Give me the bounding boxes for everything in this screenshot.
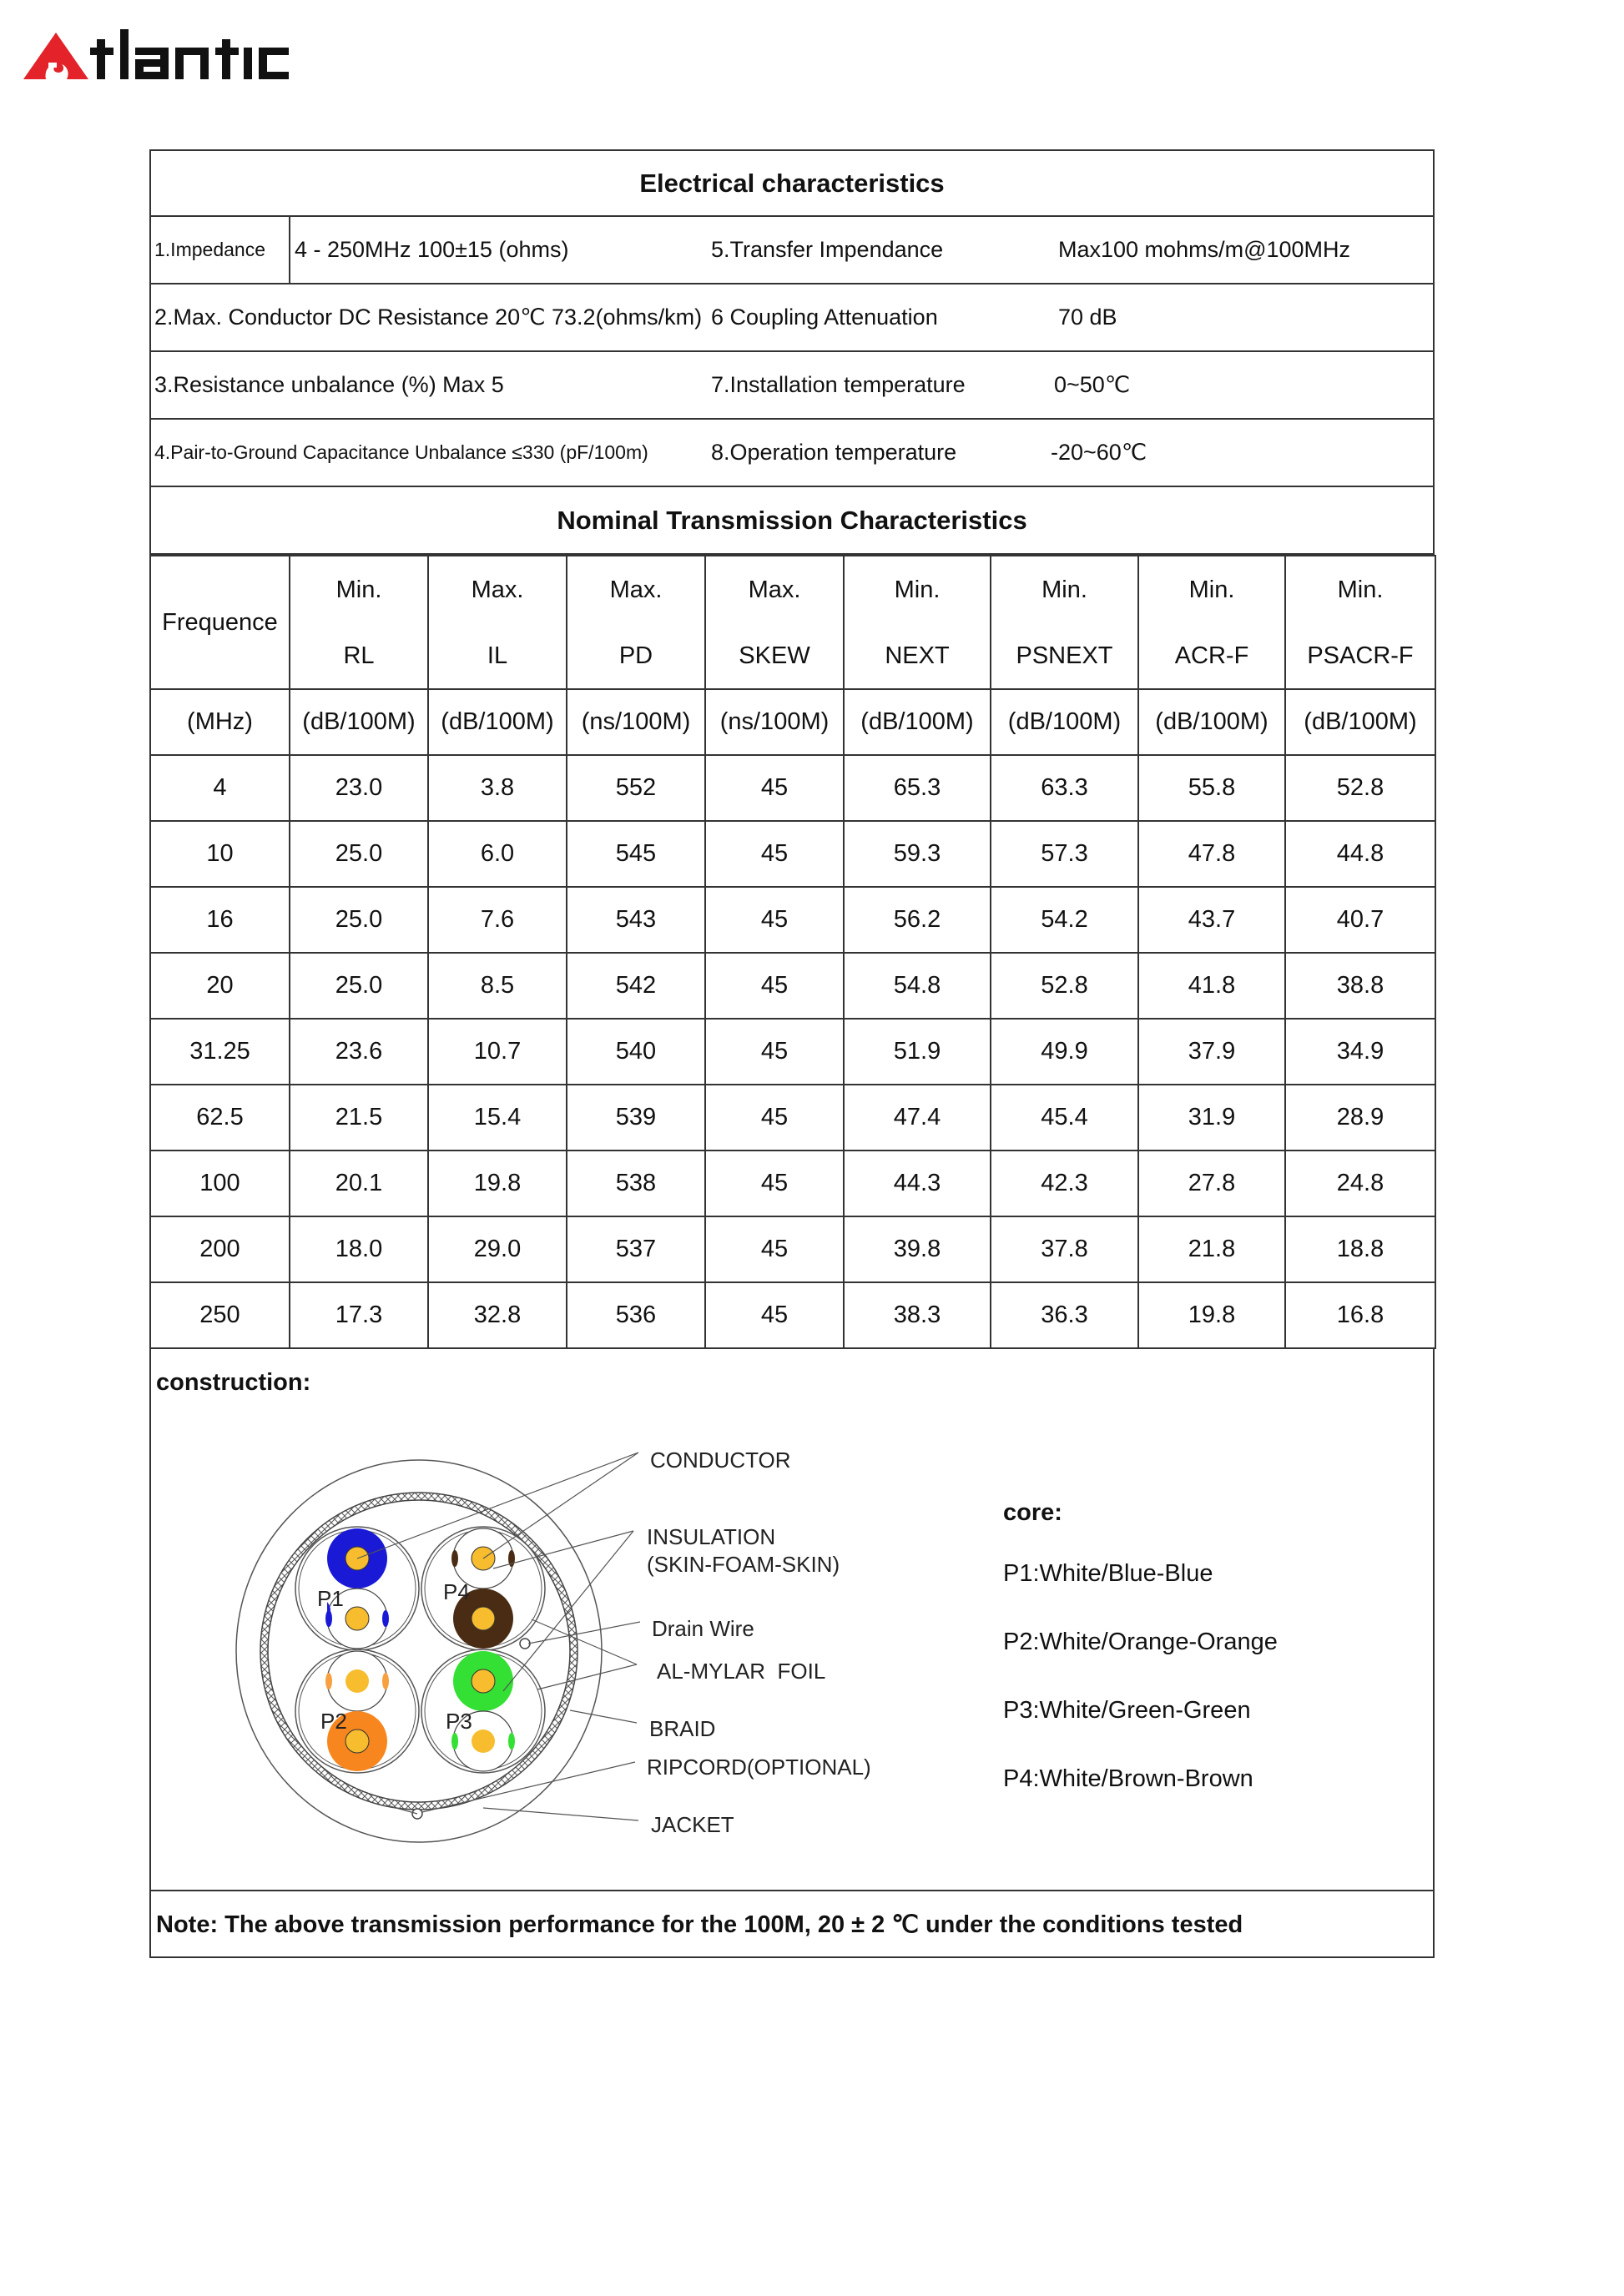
value-cell: 44.3 bbox=[844, 1151, 991, 1216]
value-cell: 540 bbox=[567, 1019, 705, 1085]
atlantic-logo bbox=[23, 28, 290, 81]
core-item-p4: P4:White/Brown-Brown bbox=[1003, 1765, 1253, 1792]
label-insulation: INSULATION bbox=[647, 1524, 776, 1549]
value-cell: 29.0 bbox=[428, 1216, 567, 1282]
header-psacr-f: Min. PSACR-F bbox=[1285, 556, 1435, 689]
capacitance-unbalance-label: 4.Pair-to-Ground Capacitance Unbalance ≤330 (pF/100m) bbox=[154, 441, 648, 463]
installation-temperature-label: 7.Installation temperature bbox=[711, 372, 966, 397]
unit-cell: (dB/100M) bbox=[1138, 689, 1285, 755]
electrical-title-text: Electrical characteristics bbox=[639, 168, 945, 198]
table-row bbox=[150, 1282, 1435, 1348]
label-insulation-sub: (SKIN-FOAM-SKIN) bbox=[647, 1552, 840, 1577]
value-cell: 545 bbox=[567, 821, 705, 887]
value-cell: 49.9 bbox=[991, 1019, 1138, 1085]
value-cell: 31.9 bbox=[1138, 1085, 1285, 1151]
transfer-impedance-label: 5.Transfer Impendance bbox=[711, 237, 944, 262]
header-acr-f: Min. ACR-F bbox=[1138, 556, 1285, 689]
value-cell: 36.3 bbox=[991, 1282, 1138, 1348]
value-cell: 51.9 bbox=[844, 1019, 991, 1085]
value-cell: 44.8 bbox=[1285, 821, 1435, 887]
frequency-cell: 16 bbox=[150, 887, 290, 953]
value-cell: 42.3 bbox=[991, 1151, 1138, 1216]
value-cell: 45 bbox=[705, 1216, 844, 1282]
value-cell: 52.8 bbox=[991, 953, 1138, 1019]
column-divider bbox=[289, 217, 290, 283]
table-row bbox=[150, 821, 1435, 887]
value-cell: 25.0 bbox=[290, 887, 428, 953]
frequency-cell: 10 bbox=[150, 821, 290, 887]
coupling-attenuation-value: 70 dB bbox=[1058, 305, 1117, 330]
frequency-cell: 20 bbox=[150, 953, 290, 1019]
header-skew: Max. SKEW bbox=[705, 556, 844, 689]
pair-p3-icon bbox=[421, 1649, 545, 1773]
table-row bbox=[150, 1085, 1435, 1151]
core-item-p3: P3:White/Green-Green bbox=[1003, 1697, 1251, 1724]
frequency-cell: 31.25 bbox=[150, 1019, 290, 1085]
value-cell: 23.6 bbox=[290, 1019, 428, 1085]
table-row bbox=[150, 1019, 1435, 1085]
value-cell: 43.7 bbox=[1138, 887, 1285, 953]
pair-p4-icon bbox=[421, 1527, 545, 1650]
value-cell: 17.3 bbox=[290, 1282, 428, 1348]
label-braid: BRAID bbox=[649, 1716, 716, 1741]
electrical-row-2 bbox=[149, 284, 1435, 352]
value-cell: 23.0 bbox=[290, 755, 428, 821]
transmission-table bbox=[149, 555, 1436, 1349]
core-legend bbox=[1003, 1499, 1278, 1830]
table-row bbox=[150, 887, 1435, 953]
value-cell: 18.0 bbox=[290, 1216, 428, 1282]
logo-mark-icon bbox=[23, 28, 290, 81]
value-cell: 45 bbox=[705, 1282, 844, 1348]
value-cell: 537 bbox=[567, 1216, 705, 1282]
transmission-title-text: Nominal Transmission Characteristics bbox=[557, 505, 1027, 535]
unit-cell: (dB/100M) bbox=[844, 689, 991, 755]
frequency-cell: 250 bbox=[150, 1282, 290, 1348]
value-cell: 539 bbox=[567, 1085, 705, 1151]
value-cell: 37.8 bbox=[991, 1216, 1138, 1282]
spec-sheet bbox=[149, 149, 1435, 1958]
header-pd: Max. PD bbox=[567, 556, 705, 689]
header-psnext: Min. PSNEXT bbox=[991, 556, 1138, 689]
coupling-attenuation-label: 6 Coupling Attenuation bbox=[711, 305, 938, 330]
value-cell: 25.0 bbox=[290, 953, 428, 1019]
unit-cell: (dB/100M) bbox=[428, 689, 567, 755]
label-al-mylar-foil: AL-MYLAR FOIL bbox=[657, 1659, 826, 1684]
table-header-row bbox=[150, 556, 1435, 689]
value-cell: 47.4 bbox=[844, 1085, 991, 1151]
operation-temperature-value: -20~60℃ bbox=[1051, 440, 1147, 465]
electrical-title bbox=[149, 149, 1435, 217]
value-cell: 47.8 bbox=[1138, 821, 1285, 887]
electrical-row-3 bbox=[149, 352, 1435, 420]
svg-text:P2: P2 bbox=[320, 1709, 347, 1734]
frequency-cell: 62.5 bbox=[150, 1085, 290, 1151]
value-cell: 16.8 bbox=[1285, 1282, 1435, 1348]
header-il: Max. IL bbox=[428, 556, 567, 689]
table-units-row bbox=[150, 689, 1435, 755]
value-cell: 45 bbox=[705, 821, 844, 887]
core-item-p2: P2:White/Orange-Orange bbox=[1003, 1629, 1278, 1655]
value-cell: 536 bbox=[567, 1282, 705, 1348]
pair-p1-icon bbox=[295, 1527, 419, 1650]
unit-cell: (dB/100M) bbox=[290, 689, 428, 755]
frequency-cell: 4 bbox=[150, 755, 290, 821]
unit-cell: (dB/100M) bbox=[1285, 689, 1435, 755]
value-cell: 55.8 bbox=[1138, 755, 1285, 821]
value-cell: 39.8 bbox=[844, 1216, 991, 1282]
test-conditions-note bbox=[149, 1891, 1435, 1958]
table-row bbox=[150, 953, 1435, 1019]
table-row bbox=[150, 755, 1435, 821]
value-cell: 37.9 bbox=[1138, 1019, 1285, 1085]
value-cell: 65.3 bbox=[844, 755, 991, 821]
braid-icon bbox=[260, 1493, 577, 1810]
value-cell: 34.9 bbox=[1285, 1019, 1435, 1085]
dc-resistance-label: 2.Max. Conductor DC Resistance 20℃ 73.2(ohms/km) bbox=[154, 305, 703, 330]
value-cell: 56.2 bbox=[844, 887, 991, 953]
value-cell: 40.7 bbox=[1285, 887, 1435, 953]
core-title: core: bbox=[1003, 1499, 1062, 1526]
svg-text:P1: P1 bbox=[317, 1586, 344, 1611]
value-cell: 45 bbox=[705, 953, 844, 1019]
frequency-cell: 100 bbox=[150, 1151, 290, 1216]
value-cell: 28.9 bbox=[1285, 1085, 1435, 1151]
construction-section bbox=[149, 1349, 1435, 1891]
value-cell: 15.4 bbox=[428, 1085, 567, 1151]
value-cell: 6.0 bbox=[428, 821, 567, 887]
resistance-unbalance-label: 3.Resistance unbalance (%) Max 5 bbox=[154, 372, 504, 397]
transmission-title bbox=[149, 487, 1435, 555]
value-cell: 20.1 bbox=[290, 1151, 428, 1216]
impedance-value: 4 - 250MHz 100±15 (ohms) bbox=[295, 237, 569, 262]
note-text: Note: The above transmission performance for the 100M, 20 ± 2 ℃ under the conditions tested bbox=[156, 1911, 1243, 1938]
value-cell: 63.3 bbox=[991, 755, 1138, 821]
value-cell: 19.8 bbox=[428, 1151, 567, 1216]
header-frequence: Frequence bbox=[150, 556, 290, 689]
electrical-row-1 bbox=[149, 217, 1435, 284]
value-cell: 538 bbox=[567, 1151, 705, 1216]
header-next: Min. NEXT bbox=[844, 556, 991, 689]
value-cell: 19.8 bbox=[1138, 1282, 1285, 1348]
label-ripcord: RIPCORD(OPTIONAL) bbox=[647, 1755, 871, 1780]
value-cell: 18.8 bbox=[1285, 1216, 1435, 1282]
installation-temperature-value: 0~50℃ bbox=[1054, 372, 1131, 397]
value-cell: 59.3 bbox=[844, 821, 991, 887]
value-cell: 54.2 bbox=[991, 887, 1138, 953]
value-cell: 45 bbox=[705, 755, 844, 821]
header-rl: Min. RL bbox=[290, 556, 428, 689]
table-row bbox=[150, 1151, 1435, 1216]
value-cell: 32.8 bbox=[428, 1282, 567, 1348]
transfer-impedance-value: Max100 mohms/m@100MHz bbox=[1058, 237, 1351, 262]
table-body bbox=[150, 755, 1435, 1348]
label-conductor: CONDUCTOR bbox=[650, 1448, 791, 1473]
value-cell: 54.8 bbox=[844, 953, 991, 1019]
operation-temperature-label: 8.Operation temperature bbox=[711, 440, 957, 465]
core-item-p1: P1:White/Blue-Blue bbox=[1003, 1560, 1213, 1587]
value-cell: 45 bbox=[705, 1151, 844, 1216]
value-cell: 543 bbox=[567, 887, 705, 953]
unit-cell: (dB/100M) bbox=[991, 689, 1138, 755]
label-drain-wire: Drain Wire bbox=[652, 1616, 754, 1641]
value-cell: 542 bbox=[567, 953, 705, 1019]
value-cell: 21.8 bbox=[1138, 1216, 1285, 1282]
impedance-label: 1.Impedance bbox=[154, 239, 265, 260]
frequency-cell: 200 bbox=[150, 1216, 290, 1282]
value-cell: 45.4 bbox=[991, 1085, 1138, 1151]
unit-cell: (MHz) bbox=[150, 689, 290, 755]
svg-text:P4: P4 bbox=[443, 1579, 470, 1604]
value-cell: 45 bbox=[705, 887, 844, 953]
electrical-row-4 bbox=[149, 420, 1435, 487]
value-cell: 38.8 bbox=[1285, 953, 1435, 1019]
value-cell: 552 bbox=[567, 755, 705, 821]
unit-cell: (ns/100M) bbox=[567, 689, 705, 755]
svg-text:P3: P3 bbox=[446, 1709, 472, 1734]
construction-title: construction: bbox=[156, 1369, 311, 1396]
value-cell: 45 bbox=[705, 1085, 844, 1151]
value-cell: 24.8 bbox=[1285, 1151, 1435, 1216]
value-cell: 3.8 bbox=[428, 755, 567, 821]
value-cell: 25.0 bbox=[290, 821, 428, 887]
value-cell: 38.3 bbox=[844, 1282, 991, 1348]
value-cell: 27.8 bbox=[1138, 1151, 1285, 1216]
value-cell: 21.5 bbox=[290, 1085, 428, 1151]
value-cell: 45 bbox=[705, 1019, 844, 1085]
value-cell: 10.7 bbox=[428, 1019, 567, 1085]
unit-cell: (ns/100M) bbox=[705, 689, 844, 755]
value-cell: 8.5 bbox=[428, 953, 567, 1019]
value-cell: 57.3 bbox=[991, 821, 1138, 887]
value-cell: 7.6 bbox=[428, 887, 567, 953]
pair-p2-icon bbox=[295, 1649, 419, 1773]
value-cell: 41.8 bbox=[1138, 953, 1285, 1019]
table-row bbox=[150, 1216, 1435, 1282]
value-cell: 52.8 bbox=[1285, 755, 1435, 821]
label-jacket: JACKET bbox=[651, 1812, 734, 1837]
